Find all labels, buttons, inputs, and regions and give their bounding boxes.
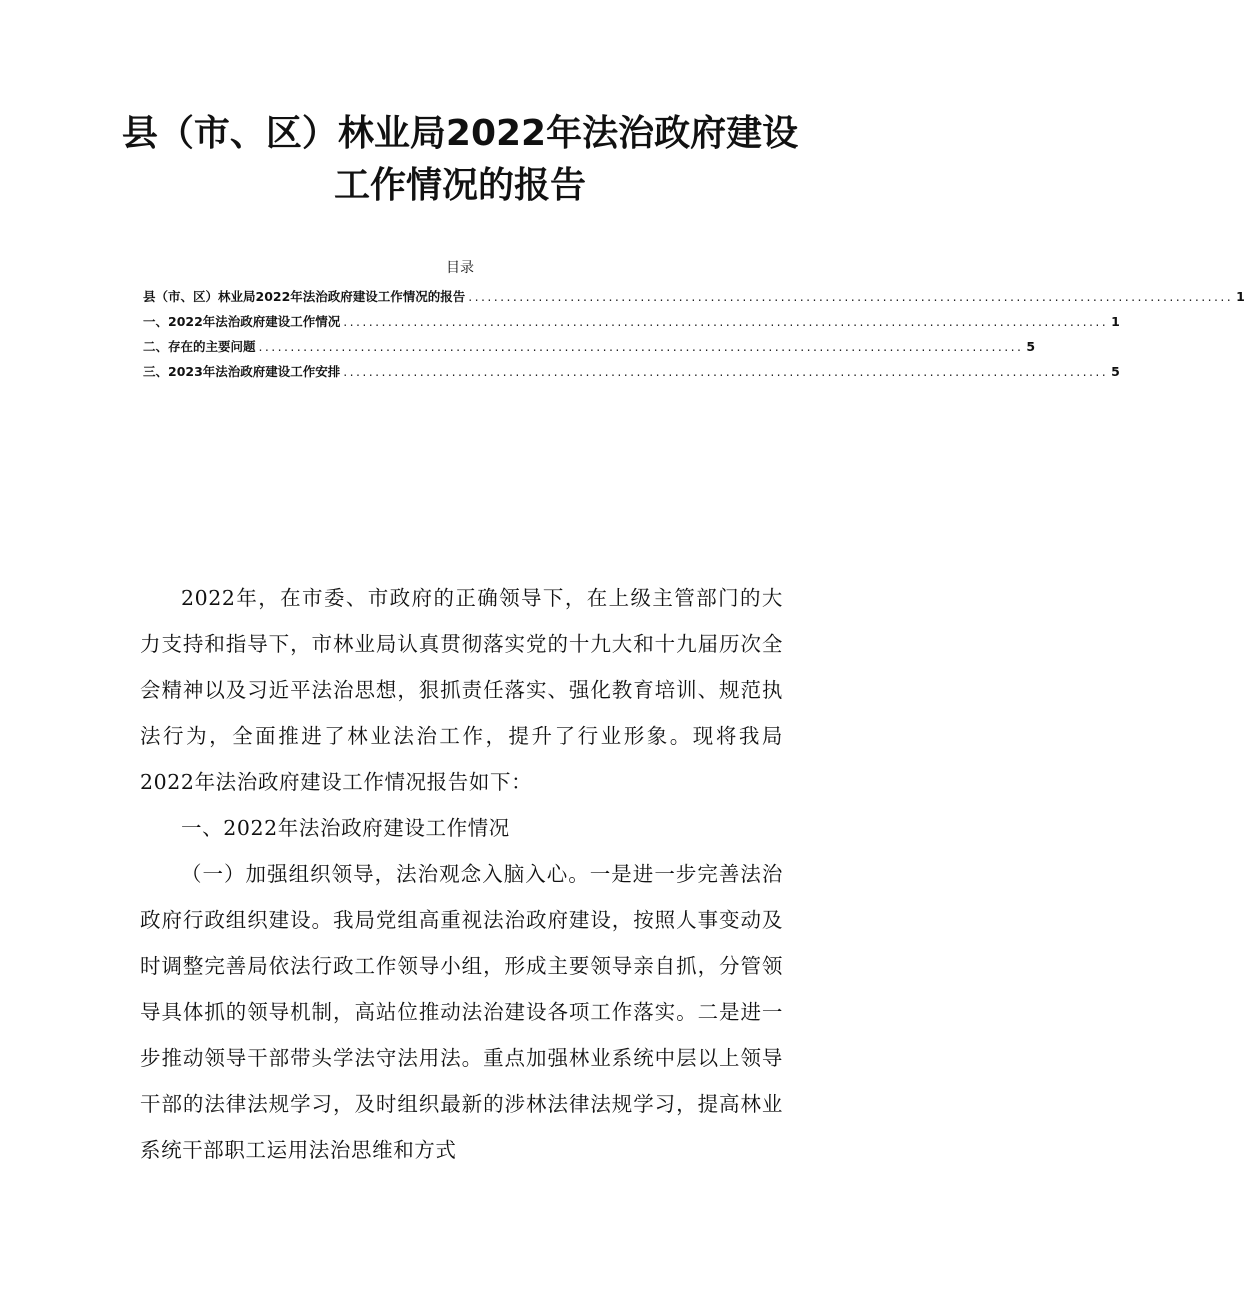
toc-entry[interactable] <box>143 284 1245 309</box>
document-title-line-1: 县（市、区）林业局2022年法治政府建设 <box>121 113 799 154</box>
body-paragraph: 2022年，在市委、市政府的正确领导下，在上级主管部门的大力支持和指导下，市林业局认真贯彻落实党的十九大和十九届历次全会精神以及习近平法治思想，狠抓责任落实、强化教育培训、规范执法行为，全面推进了林业法治工作，提升了行业形象。现将我局2022年法治政府建设工作情况报告如下： <box>140 586 783 794</box>
toc-entry-label: 二、存在的主要问题 <box>143 339 256 354</box>
toc-entry-page: 5 <box>1111 364 1120 379</box>
toc-entry[interactable] <box>143 359 1120 384</box>
toc-entry-page: 1 <box>1111 314 1120 329</box>
toc-entry-page: 5 <box>1026 339 1036 354</box>
document-title-line-2: 工作情况的报告 <box>333 165 586 206</box>
toc-leader-dots: ........................................................................................................................ <box>468 289 1234 304</box>
section-heading: 一、2022年法治政府建设工作情况 <box>181 816 510 840</box>
toc-entry-label: 三、2023年法治政府建设工作安排 <box>143 364 341 379</box>
toc-entry[interactable] <box>143 334 1036 359</box>
toc-entry-page: 1 <box>1236 289 1245 304</box>
toc-entry-label: 一、2022年法治政府建设工作情况 <box>143 314 341 329</box>
body-paragraph: （一）加强组织领导，法治观念入脑入心。一是进一步完善法治政府行政组织建设。我局党组高重视法治政府建设，按照人事变动及时调整完善局依法行政工作领导小组，形成主要领导亲自抓，分管领导具体抓的领导机制，高站位推动法治建设各项工作落实。二是进一步推动领导干部带头学法守法用法。重点加强林业系统中层以上领导干部的法律法规学习，及时组织最新的涉林法律法规学习，提高林业系统干部职工运用法治思维和方式 <box>140 862 783 1162</box>
toc-entry[interactable] <box>143 309 1120 334</box>
toc-heading: 目录 <box>446 260 474 276</box>
table-of-contents <box>143 284 1245 384</box>
toc-entry-label: 县（市、区）林业局2022年法治政府建设工作情况的报告 <box>143 289 466 304</box>
toc-leader-dots: ........................................................................................................................ <box>343 314 1109 329</box>
document-body <box>140 575 783 1173</box>
toc-leader-dots: ........................................................................................................................ <box>258 339 1024 354</box>
toc-leader-dots: ........................................................................................................................ <box>343 364 1109 379</box>
